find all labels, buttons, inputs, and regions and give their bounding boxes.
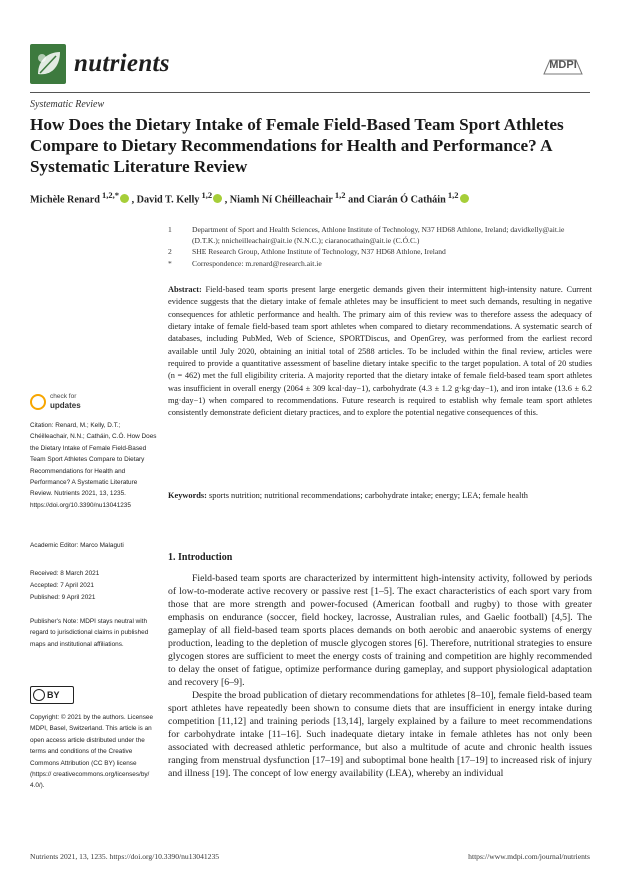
publisher-note: Publisher's Note: MDPI stays neutral with regard to jurisdictional claims in published maps and institutional affiliations. [30, 618, 149, 648]
affiliation-mark: 2 [168, 247, 172, 257]
orcid-icon[interactable] [120, 194, 129, 203]
badge-line1: check for [50, 393, 77, 400]
author-affil-mark: 1,2,* [99, 190, 120, 200]
header-rule [30, 92, 590, 93]
article-type: Systematic Review [30, 99, 105, 110]
footer-citation[interactable]: Nutrients 2021, 13, 1235. https://doi.org/10.3390/nu13041235 [30, 852, 220, 861]
author-list [30, 190, 590, 205]
cc-by-label: BY [47, 690, 60, 700]
badge-line2: updates [50, 401, 81, 410]
publisher-name: MDPI [549, 59, 577, 71]
cc-icon [33, 689, 45, 701]
author-name: , Niamh Ní Chéilleachair [224, 194, 333, 206]
keywords-text: sports nutrition; nutritional recommendations; carbohydrate intake; energy; LEA; female health [209, 491, 528, 500]
affiliation-item [168, 246, 588, 257]
check-updates-badge[interactable] [30, 392, 90, 414]
copyright-block: Copyright: © 2021 by the authors. Licensee MDPI, Basel, Switzerland. This article is an open access article distributed under the terms and conditions of the Creative Commons Attribution (CC BY) license (https:// creativecommons.org/licenses/by/ 4.0/). [30, 714, 154, 790]
author-name: and Ciarán Ó Catháin [348, 194, 446, 206]
affiliation-text: Department of Sport and Health Sciences, Athlone Institute of Technology, N37 HD68 Athlone, Ireland; davidkelly@ait.ie (D.T.K.); nnicheilleachair@ait.ie (N.N.C.); ciaranocathain@ait.ie (C.Ó.C.) [192, 225, 565, 246]
author-name: , David T. Kelly [131, 194, 200, 206]
academic-editor: Academic Editor: Marco Malaguti [30, 542, 124, 549]
author-affil-mark: 1,2 [199, 190, 213, 200]
accepted-date: Accepted: 7 April 2021 [30, 582, 94, 589]
cc-license-badge[interactable] [30, 686, 74, 704]
affiliation-item [168, 224, 588, 246]
received-date: Received: 8 March 2021 [30, 570, 100, 577]
correspondence-text: Correspondence: m.renard@research.ait.ie [192, 258, 322, 268]
journal-logo [30, 44, 66, 84]
section-heading: 1. Introduction [168, 552, 233, 563]
abstract-text: Field-based team sports present large energetic demands given their intermittent high-intensity nature. Current evidence suggests that the dietary intake of female athletes may be insufficient to meet such demands, resulting in negative consequences for athletic performance and health. The primary aim of this review was to therefore assess the adequacy of dietary intake of female field-based team sport athletes when compared to dietary recommendations. A systematic search of databases, including PubMed, Web of Science, SPORTDiscus, and OpenGrey, was performed from the earliest record available until July 2020, obtaining an initial total of 2588 articles. To be included within the final review, articles were required to provide a quantitative assessment of baseline dietary intake specific to the target population. A total of 20 studies (n = 462) met the full eligibility criteria. A majority reported that the dietary intake of female field-based team sport athletes was insufficient in overall energy (2064 ± 309 kcal·day−1), carbohydrate (4.3 ± 1.2 g·kg·day−1), and iron intake (13.6 ± 6.2 mg·day−1) when compared to recommendations. Future research is required to establish why female team sport athletes consistently demonstrate deficient dietary practices, and to explore the potential negative consequences of this. [168, 285, 592, 418]
journal-header [30, 44, 590, 90]
published-date: Published: 9 April 2021 [30, 594, 96, 601]
author-affil-mark: 1,2 [445, 190, 459, 200]
affiliation-item [168, 258, 588, 269]
footer-journal-url[interactable]: https://www.mdpi.com/journal/nutrients [468, 852, 590, 861]
author-name: Michèle Renard [30, 194, 100, 206]
introduction-body [168, 572, 592, 780]
journal-name: nutrients [74, 50, 170, 77]
intro-paragraph-2: Despite the broad publication of dietary recommendations for athletes [8–10], female field-based team sport athletes have repeatedly been shown to consume diets that are insufficient in energy intake during competition [11,12] and training periods [13,14], largely explained by a failure to meet recommendations for carbohydrate intake [11–16]. Such inadequate dietary intake in female athletes has not only been associated with decreased athletic performance, but also a multitude of acute and chronic health issues ranging from menstrual dysfunction [17–19] and suboptimal bone health [17–19] to increased risk of injury and illness [19]. The concept of low energy availability (LEA), whereby an individual [168, 690, 592, 779]
leaf-icon [30, 44, 66, 84]
publisher-logo [542, 56, 584, 76]
orcid-icon[interactable] [460, 194, 469, 203]
abstract-label: Abstract: [168, 285, 202, 294]
affiliation-mark: 1 [168, 225, 172, 234]
orcid-icon[interactable] [213, 194, 222, 203]
keywords-label: Keywords: [168, 491, 207, 500]
affiliation-text: SHE Research Group, Athlone Institute of Technology, N37 HD68 Athlone, Ireland [192, 247, 446, 257]
article-title: How Does the Dietary Intake of Female Field-Based Team Sport Athletes Compare to Dietary Recommendations for Health and Performance? A Systematic Literature Review [30, 115, 564, 176]
affiliation-mark: * [168, 258, 172, 268]
intro-paragraph-1: Field-based team sports are characterized by intermittent high-intensity activity, followed by periods of low-to-moderate active recovery or passive rest [1–5]. The exact characteristics of each sport vary from those that are more strength and power-focused (American football and rugby) to those with greater emphasis on endurance (soccer, field hockey, lacrosse, Australian rules, and Gaelic football) [4,5]. The gameplay of all field-based team sports places demands on both aerobic and anaerobic systems of energy production, leading to the depletion of muscle glycogen stores [6]. Therefore, nutritional strategies to ensure glycogen stores are sufficient to meet the energy costs of training and competition are highly recommended to delay the onset of fatigue, optimize performance during gameplay, and support physiological adaptation and recovery [6–9]. [168, 573, 592, 688]
affiliations [168, 224, 588, 269]
keywords [168, 490, 592, 503]
author-affil-mark: 1,2 [332, 190, 346, 200]
citation-block: Citation: Renard, M.; Kelly, D.T.; Chéilleachair, N.N.; Catháin, C.Ó. How Does the Dietary Intake of Female Field-Based Team Sport Athletes Compare to Dietary Recommendations for Health and Performance? A Systematic Literature Review. Nutrients 2021, 13, 1235. https://doi.org/10.3390/nu13041235 [30, 422, 157, 509]
check-updates-icon [30, 394, 46, 410]
abstract [168, 284, 592, 420]
